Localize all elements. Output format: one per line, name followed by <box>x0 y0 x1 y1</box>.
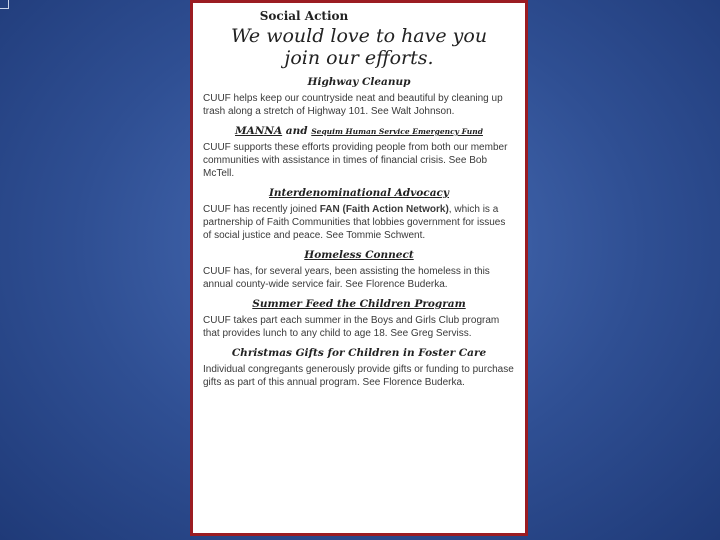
section-title: Highway Cleanup <box>307 76 411 88</box>
tagline-line-2: join our efforts. <box>284 47 434 69</box>
title-emergency-fund: Sequim Human Service Emergency Fund <box>311 127 483 136</box>
section-text <box>203 203 515 242</box>
flyer-tagline <box>203 25 515 69</box>
social-action-flyer <box>190 0 528 536</box>
text-part: CUUF has recently joined <box>203 204 320 215</box>
section-text: Individual congregants generously provide gifts or funding to purchase gifts as part of this annual program. See Florence Buderka. <box>203 364 514 388</box>
title-and: and <box>282 125 312 137</box>
section-text: CUUF helps keep our countryside neat and beautiful by cleaning up trash along a stretch of Highway 101. See Walt Johnson. <box>203 93 503 117</box>
section-text: CUUF takes part each summer in the Boys and Girls Club program that provides lunch to any child to age 18. See Greg Serviss. <box>203 315 500 339</box>
section-title <box>203 125 515 137</box>
section-manna <box>203 125 515 180</box>
section-title: Christmas Gifts for Children in Foster Care <box>231 347 487 359</box>
section-title: Summer Feed the Children Program <box>252 298 466 310</box>
tagline-line-1: We would love to have you <box>230 25 488 47</box>
text-part: , which is a partnership of Faith Communities that lobbies government for issues of social justice and peace. See Tommie Schwent. <box>203 204 506 241</box>
section-christmas-gifts <box>203 347 515 389</box>
section-text: CUUF has, for several years, been assisting the homeless in this annual county-wide service fair. See Florence Buderka. <box>203 266 490 290</box>
section-summer-feed <box>203 298 515 340</box>
section-title: Homeless Connect <box>304 249 414 261</box>
fan-name: FAN (Faith Action Network) <box>319 204 449 215</box>
section-title: Interdenominational Advocacy <box>268 187 449 199</box>
flyer-heading: Social Action <box>259 9 349 23</box>
title-manna: MANNA <box>235 125 283 137</box>
section-advocacy <box>203 187 515 242</box>
section-homeless-connect <box>203 249 515 291</box>
section-text: CUUF supports these efforts providing people from both our member communities with assistance in times of financial crisis. See Bob McTell. <box>203 142 508 179</box>
section-highway-cleanup <box>203 76 515 118</box>
corner-mark <box>0 0 9 9</box>
